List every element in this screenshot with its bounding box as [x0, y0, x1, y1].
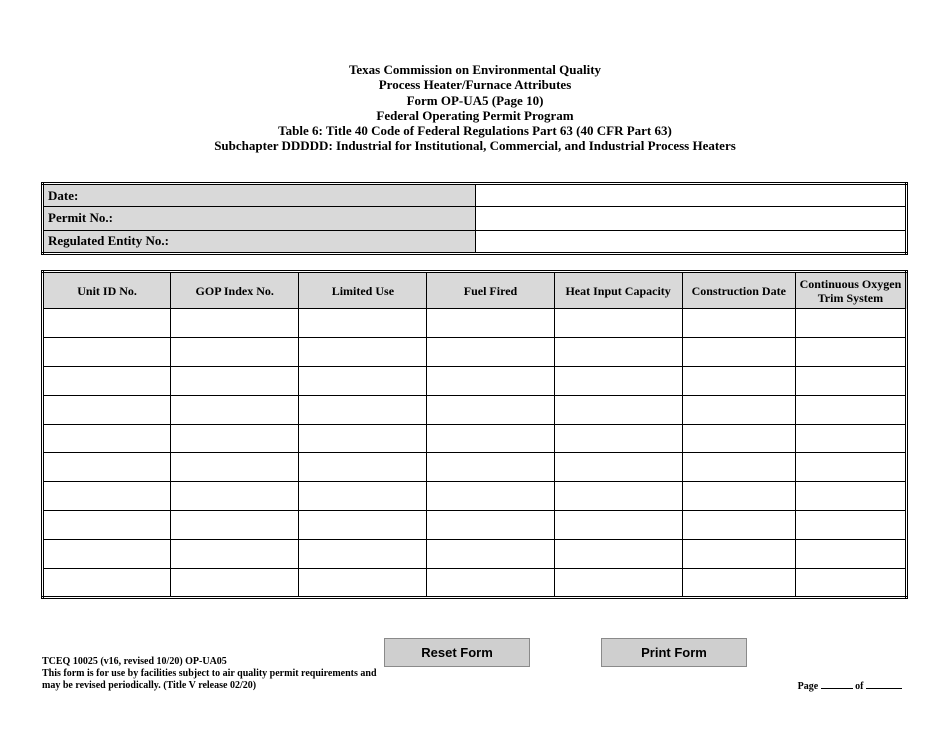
cell-construction-date[interactable]	[682, 453, 795, 482]
cell-gop-index[interactable]	[171, 540, 299, 569]
cell-limited-use[interactable]	[299, 395, 427, 424]
cell-fuel-fired[interactable]	[427, 337, 554, 366]
cell-unit-id[interactable]	[43, 540, 171, 569]
table-row	[43, 453, 907, 482]
permit-field[interactable]	[476, 207, 907, 230]
form-header	[0, 62, 950, 154]
cell-construction-date[interactable]	[682, 424, 795, 453]
cell-heat-input-capacity[interactable]	[554, 540, 682, 569]
date-label: Date:	[43, 184, 476, 207]
cell-gop-index[interactable]	[171, 337, 299, 366]
cell-gop-index[interactable]	[171, 511, 299, 540]
header-form-title: Process Heater/Furnace Attributes	[378, 77, 572, 93]
permit-label: Permit No.:	[43, 207, 476, 230]
table-header-row	[43, 272, 907, 309]
header-table-title: Table 6: Title 40 Code of Federal Regulations Part 63 (40 CFR Part 63)	[278, 123, 672, 139]
footer-notice-line1: This form is for use by facilities subject to air quality permit requirements and	[42, 668, 377, 679]
cell-oxygen-trim-system[interactable]	[795, 395, 906, 424]
cell-construction-date[interactable]	[682, 395, 795, 424]
cell-oxygen-trim-system[interactable]	[795, 453, 906, 482]
cell-unit-id[interactable]	[43, 337, 171, 366]
cell-limited-use[interactable]	[299, 453, 427, 482]
header-subchapter: Subchapter DDDDD: Industrial for Institutional, Commercial, and Industrial Process Heaters	[214, 138, 736, 154]
cell-gop-index[interactable]	[171, 309, 299, 338]
footer-notice-line2: may be revised periodically. (Title V release 02/20)	[42, 680, 257, 691]
cell-gop-index[interactable]	[171, 482, 299, 511]
regulated-entity-label: Regulated Entity No.:	[43, 230, 476, 253]
cell-unit-id[interactable]	[43, 309, 171, 338]
cell-heat-input-capacity[interactable]	[554, 424, 682, 453]
column-header-construction-date: Construction Date	[682, 272, 795, 309]
cell-fuel-fired[interactable]	[427, 482, 554, 511]
cell-oxygen-trim-system[interactable]	[795, 482, 906, 511]
column-header-oxygen-trim-system: Continuous Oxygen Trim System	[795, 272, 906, 309]
header-agency: Texas Commission on Environmental Quality	[348, 62, 602, 77]
cell-heat-input-capacity[interactable]	[554, 453, 682, 482]
cell-fuel-fired[interactable]	[427, 309, 554, 338]
table-row	[43, 569, 907, 598]
cell-heat-input-capacity[interactable]	[554, 511, 682, 540]
cell-limited-use[interactable]	[299, 366, 427, 395]
cell-limited-use[interactable]	[299, 337, 427, 366]
cell-oxygen-trim-system[interactable]	[795, 511, 906, 540]
cell-heat-input-capacity[interactable]	[554, 337, 682, 366]
cell-fuel-fired[interactable]	[427, 540, 554, 569]
column-header-limited-use: Limited Use	[299, 272, 427, 309]
cell-heat-input-capacity[interactable]	[554, 482, 682, 511]
cell-construction-date[interactable]	[682, 337, 795, 366]
cell-construction-date[interactable]	[682, 540, 795, 569]
date-row	[43, 184, 907, 207]
permit-row	[43, 207, 907, 230]
info-table	[41, 182, 908, 255]
cell-oxygen-trim-system[interactable]	[795, 540, 906, 569]
cell-fuel-fired[interactable]	[427, 366, 554, 395]
print-form-button[interactable]: Print Form	[601, 638, 747, 667]
cell-gop-index[interactable]	[171, 424, 299, 453]
column-header-unit-id: Unit ID No.	[43, 272, 171, 309]
column-header-heat-input-capacity: Heat Input Capacity	[554, 272, 682, 309]
page-counter	[798, 679, 902, 692]
cell-limited-use[interactable]	[299, 424, 427, 453]
cell-unit-id[interactable]	[43, 482, 171, 511]
cell-gop-index[interactable]	[171, 569, 299, 598]
cell-limited-use[interactable]	[299, 540, 427, 569]
cell-fuel-fired[interactable]	[427, 569, 554, 598]
entity-row	[43, 230, 907, 253]
header-form-number: Form OP-UA5 (Page 10)	[406, 92, 544, 108]
cell-fuel-fired[interactable]	[427, 453, 554, 482]
cell-gop-index[interactable]	[171, 395, 299, 424]
cell-oxygen-trim-system[interactable]	[795, 366, 906, 395]
table-row	[43, 482, 907, 511]
table-body	[43, 309, 907, 598]
cell-gop-index[interactable]	[171, 366, 299, 395]
table-row	[43, 309, 907, 338]
cell-unit-id[interactable]	[43, 569, 171, 598]
attributes-table	[41, 270, 908, 599]
cell-unit-id[interactable]	[43, 511, 171, 540]
cell-unit-id[interactable]	[43, 453, 171, 482]
cell-limited-use[interactable]	[299, 511, 427, 540]
page-label: Page	[797, 681, 819, 692]
table-row	[43, 395, 907, 424]
of-label: of	[855, 681, 864, 692]
cell-unit-id[interactable]	[43, 366, 171, 395]
cell-unit-id[interactable]	[43, 395, 171, 424]
cell-oxygen-trim-system[interactable]	[795, 424, 906, 453]
form-footer	[42, 656, 377, 692]
page-number-field[interactable]	[821, 679, 853, 689]
cell-construction-date[interactable]	[682, 309, 795, 338]
cell-fuel-fired[interactable]	[427, 395, 554, 424]
table-row	[43, 540, 907, 569]
page-total-field[interactable]	[866, 679, 902, 689]
cell-fuel-fired[interactable]	[427, 511, 554, 540]
cell-oxygen-trim-system[interactable]	[795, 337, 906, 366]
column-header-gop-index: GOP Index No.	[171, 272, 299, 309]
cell-oxygen-trim-system[interactable]	[795, 309, 906, 338]
cell-unit-id[interactable]	[43, 424, 171, 453]
cell-construction-date[interactable]	[682, 366, 795, 395]
cell-gop-index[interactable]	[171, 453, 299, 482]
cell-oxygen-trim-system[interactable]	[795, 569, 906, 598]
date-field[interactable]	[476, 184, 907, 207]
cell-construction-date[interactable]	[682, 482, 795, 511]
cell-heat-input-capacity[interactable]	[554, 569, 682, 598]
cell-heat-input-capacity[interactable]	[554, 309, 682, 338]
table-row	[43, 366, 907, 395]
header-program: Federal Operating Permit Program	[376, 107, 574, 123]
cell-fuel-fired[interactable]	[427, 424, 554, 453]
column-header-fuel-fired: Fuel Fired	[427, 272, 554, 309]
regulated-entity-field[interactable]	[476, 230, 907, 253]
cell-heat-input-capacity[interactable]	[554, 366, 682, 395]
cell-heat-input-capacity[interactable]	[554, 395, 682, 424]
cell-limited-use[interactable]	[299, 569, 427, 598]
table-row	[43, 424, 907, 453]
cell-construction-date[interactable]	[682, 511, 795, 540]
cell-limited-use[interactable]	[299, 309, 427, 338]
cell-construction-date[interactable]	[682, 569, 795, 598]
footer-form-id: TCEQ 10025 (v16, revised 10/20) OP-UA05	[42, 656, 227, 667]
reset-form-button[interactable]: Reset Form	[384, 638, 530, 667]
table-row	[43, 511, 907, 540]
cell-limited-use[interactable]	[299, 482, 427, 511]
table-row	[43, 337, 907, 366]
